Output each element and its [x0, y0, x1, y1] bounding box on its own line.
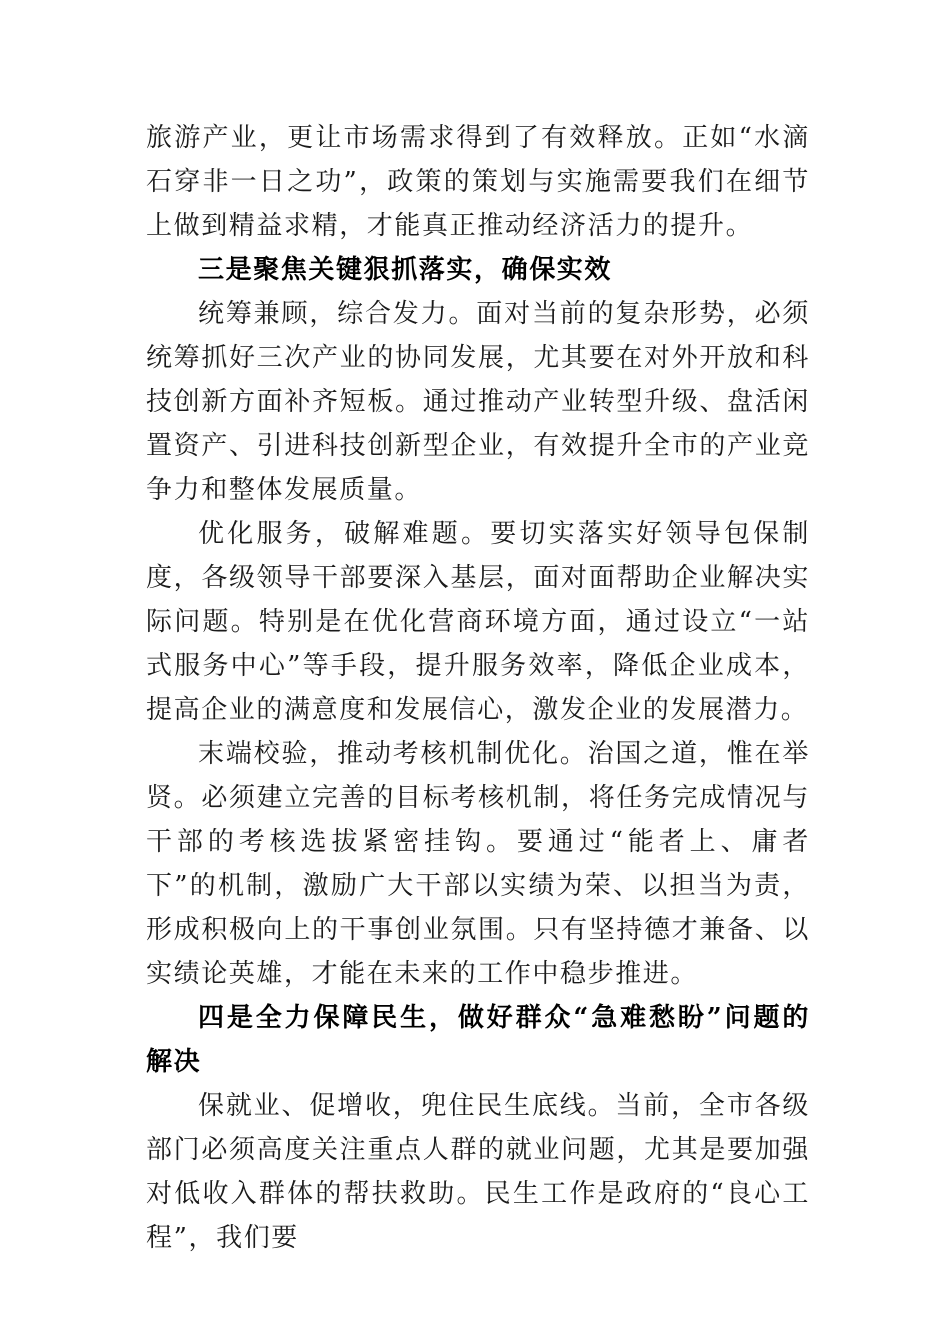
- document-body: [146, 116, 810, 1260]
- paragraph-employment: 保就业、促增收，兜住民生底线。当前，全市各级部门必须高度关注重点人群的就业问题，尤其是要加强对低收入群体的帮扶救助。民生工作是政府的“良心工程”，我们要: [146, 1091, 810, 1253]
- paragraph-service: 优化服务，破解难题。要切实落实好领导包保制度，各级领导干部要深入基层，面对面帮助企业解决实际问题。特别是在优化营商环境方面，通过设立“一站式服务中心”等手段，提升服务效率，降低企业成本，提高企业的满意度和发展信心，激发企业的发展潜力。: [146, 519, 810, 725]
- section-heading-4: 四是全力保障民生，做好群众“急难愁盼”问题的解决: [146, 1003, 810, 1077]
- section-heading-3: 三是聚焦关键狠抓落实，确保实效: [198, 255, 613, 285]
- paragraph-assessment: 末端校验，推动考核机制优化。治国之道，惟在举贤。必须建立完善的目标考核机制，将任务完成情况与干部的考核选拔紧密挂钩。要通过“能者上、庸者下”的机制，激励广大干部以实绩为荣、以担当为责，形成积极向上的干事创业氛围。只有坚持德才兼备、以实绩论英雄，才能在未来的工作中稳步推进。: [146, 739, 810, 989]
- paragraph-coordination: 统筹兼顾，综合发力。面对当前的复杂形势，必须统筹抓好三次产业的协同发展，尤其要在对外开放和科技创新方面补齐短板。通过推动产业转型升级、盘活闲置资产、引进科技创新型企业，有效提升全市的产业竞争力和整体发展质量。: [146, 299, 810, 505]
- paragraph-continued: 旅游产业，更让市场需求得到了有效释放。正如“水滴石穿非一日之功”，政策的策划与实施需要我们在细节上做到精益求精，才能真正推动经济活力的提升。: [146, 123, 810, 241]
